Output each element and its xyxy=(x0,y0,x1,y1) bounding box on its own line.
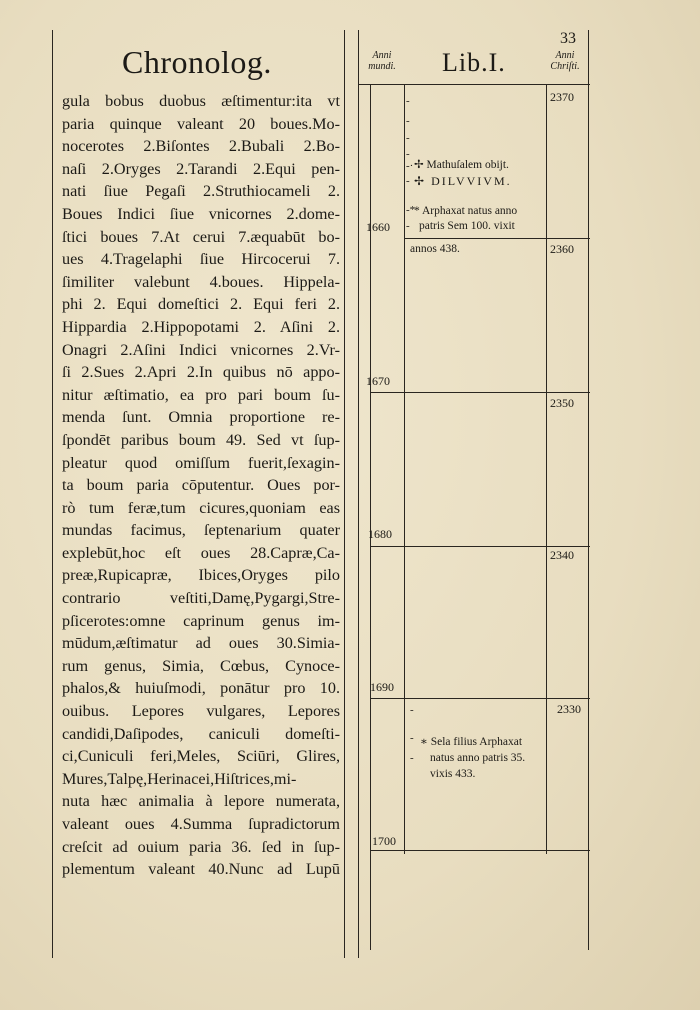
entry-sela-cont-2: vixis 433. xyxy=(430,768,476,780)
row-marker: - xyxy=(410,704,414,716)
entry-arphaxat-cont: patris Sem 100. vixit xyxy=(419,220,515,232)
body-text-line: mundas facimus, ſeptenarium quater xyxy=(62,521,340,540)
row-rule-4 xyxy=(370,698,590,699)
row-rule-5 xyxy=(370,850,590,851)
body-text-line: phalos,& huiuſmodi, ponātur pro 10. xyxy=(62,679,340,698)
anni-mundi-value: 1690 xyxy=(370,680,394,694)
body-text-line: naſi 2.Oryges 2.Tarandi 2.Equi pen- xyxy=(62,159,340,178)
body-text-line: nati ſiue Pegaſi 2.Struthiocameli 2. xyxy=(62,182,340,201)
body-text-line: Mures,Talpę,Herinacei,Hiſtrices,mi- xyxy=(62,769,297,788)
row-rule-2 xyxy=(370,392,590,393)
body-text-line: nitur æſtimatio, ea pro pari boum ſu- xyxy=(62,385,340,404)
table-inner-left-rule xyxy=(404,84,405,854)
entry-sela-cont-1: natus anno patris 35. xyxy=(430,752,526,764)
row-marker: -* xyxy=(406,204,416,216)
table-left-rule xyxy=(370,84,371,950)
body-text-line: contrario veſtiti,Damę,Pygargi,Stre- xyxy=(62,589,340,608)
body-text-line: ſpondēt paribus boum 49. Sed vt ſup- xyxy=(62,430,340,449)
header-rule xyxy=(358,84,590,85)
body-text-line: nuta hæc animalia à lepore numerata, xyxy=(62,792,340,811)
body-text-line: rum genus, Simia, Cœbus, Cynoce- xyxy=(62,656,340,675)
row-marker: - xyxy=(406,115,410,127)
body-text-line: Hippardia 2.Hippopotami 2. Aſini 2. xyxy=(62,317,340,336)
row-marker: - xyxy=(406,175,410,187)
body-text-line: creſcit ad ouium paria 36. ſed in ſup- xyxy=(62,837,340,856)
body-text-line: paria quinque valeant 20 boues.Mo- xyxy=(62,114,340,133)
body-text-line: ta boum paria cōputentur. Oues por- xyxy=(62,476,340,495)
anni-mundi-value: 1670 xyxy=(366,374,390,388)
left-title: Chronolog. xyxy=(122,44,272,80)
row-marker: - xyxy=(406,148,410,160)
header-anni-mundi: Anni mundi. xyxy=(368,50,396,72)
body-text-line: Boues Indici ſiue vnicornes 2.dome- xyxy=(62,204,340,223)
row-marker: -· xyxy=(406,160,414,172)
body-text-line: explebūt,hoc eſt oues 28.Capræ,Ca- xyxy=(62,543,340,562)
entry-mathusalem: ✢ Mathuſalem obijt. xyxy=(414,159,509,171)
table-right-rule xyxy=(588,30,589,950)
body-text-line: ſimiliter valebunt 4.boues. Hippela- xyxy=(62,272,340,291)
entry-arphaxat: * Arphaxat natus anno xyxy=(414,205,518,217)
body-text-line: nocerotes 2.Biſontes 2.Bubali 2.Bo- xyxy=(62,137,340,156)
body-text-line: valeant oues 4.Summa ſupradictorum xyxy=(62,815,340,833)
anni-christi-value: 2350 xyxy=(550,396,574,410)
page-number: 33 xyxy=(560,30,576,47)
row-marker: - xyxy=(406,220,410,232)
header-anni-christi: Anni Chriſti. xyxy=(550,50,580,72)
body-text-line: ues 4.Tragelaphi ſiue Hircocerui 7. xyxy=(62,250,340,269)
entry-annos: annos 438. xyxy=(410,243,460,255)
entry-sela: ∗ Sela filius Arphaxat xyxy=(420,736,523,748)
body-text-line: gula bobus duobus æſtimentur:ita vt xyxy=(62,92,340,110)
table-inner-right-rule xyxy=(546,84,547,854)
anni-mundi-value: 1660 xyxy=(366,220,390,234)
body-text-line: Onagri 2.Aſini Indici vnicornes 2.Vr- xyxy=(62,340,340,359)
left-text-right-rule xyxy=(344,30,345,958)
gutter-rule xyxy=(358,30,359,958)
body-text-line: rò tum feræ,tum cicures,quoniam eas xyxy=(62,498,340,517)
entry-diluvium: ✢ DILVVIVM. xyxy=(414,174,512,188)
row-marker: - xyxy=(410,732,414,744)
anni-christi-value: 2370 xyxy=(550,90,574,104)
body-text-line: preæ,Rupicapræ, Ibices,Oryges pilo xyxy=(62,566,340,585)
body-text-line: phi 2. Equi domeſtici 2. Equi feri 2. xyxy=(62,295,340,314)
anni-christi-value: 2360 xyxy=(550,242,574,256)
row-marker: - xyxy=(406,132,410,144)
body-text-line: pleatur quod omiſſum fuerit,ſexagin- xyxy=(62,453,340,472)
body-text-line: plementum valeant 40.Nunc ad Lupū xyxy=(62,860,340,879)
body-text-line: menda ſunt. Omnia proportione re- xyxy=(62,408,340,427)
body-text-line: ſi 2.Sues 2.Apri 2.In quibus nō appo- xyxy=(62,363,340,382)
left-body-text xyxy=(62,90,340,881)
anni-christi-value: 2340 xyxy=(550,548,574,562)
row-marker: - xyxy=(410,752,414,764)
book-title: Lib.I. xyxy=(442,48,506,77)
anni-mundi-value: 1680 xyxy=(368,527,392,541)
body-text-line: candidi,Daſipodes, caniculi domeſti- xyxy=(62,724,340,743)
anni-christi-value: 2330 xyxy=(557,702,581,716)
body-text-line: ci,Cuniculi feri,Meles, Sciūri, Glires, xyxy=(62,747,340,766)
row-marker: - xyxy=(406,95,410,107)
body-text-line: mūdum,æſtimatur ad oues 30.Simia- xyxy=(62,634,340,653)
body-text-line: pſicerotes:omne caprinum genus im- xyxy=(62,611,340,630)
row-rule-1 xyxy=(404,238,590,239)
body-text-line: ſtici boues 7.At cerui 7.æquabūt bo- xyxy=(62,227,340,246)
left-margin-rule xyxy=(52,30,53,958)
anni-mundi-value: 1700 xyxy=(372,834,396,848)
body-text-line: ouibus. Lepores vulgares, Lepores xyxy=(62,702,340,721)
